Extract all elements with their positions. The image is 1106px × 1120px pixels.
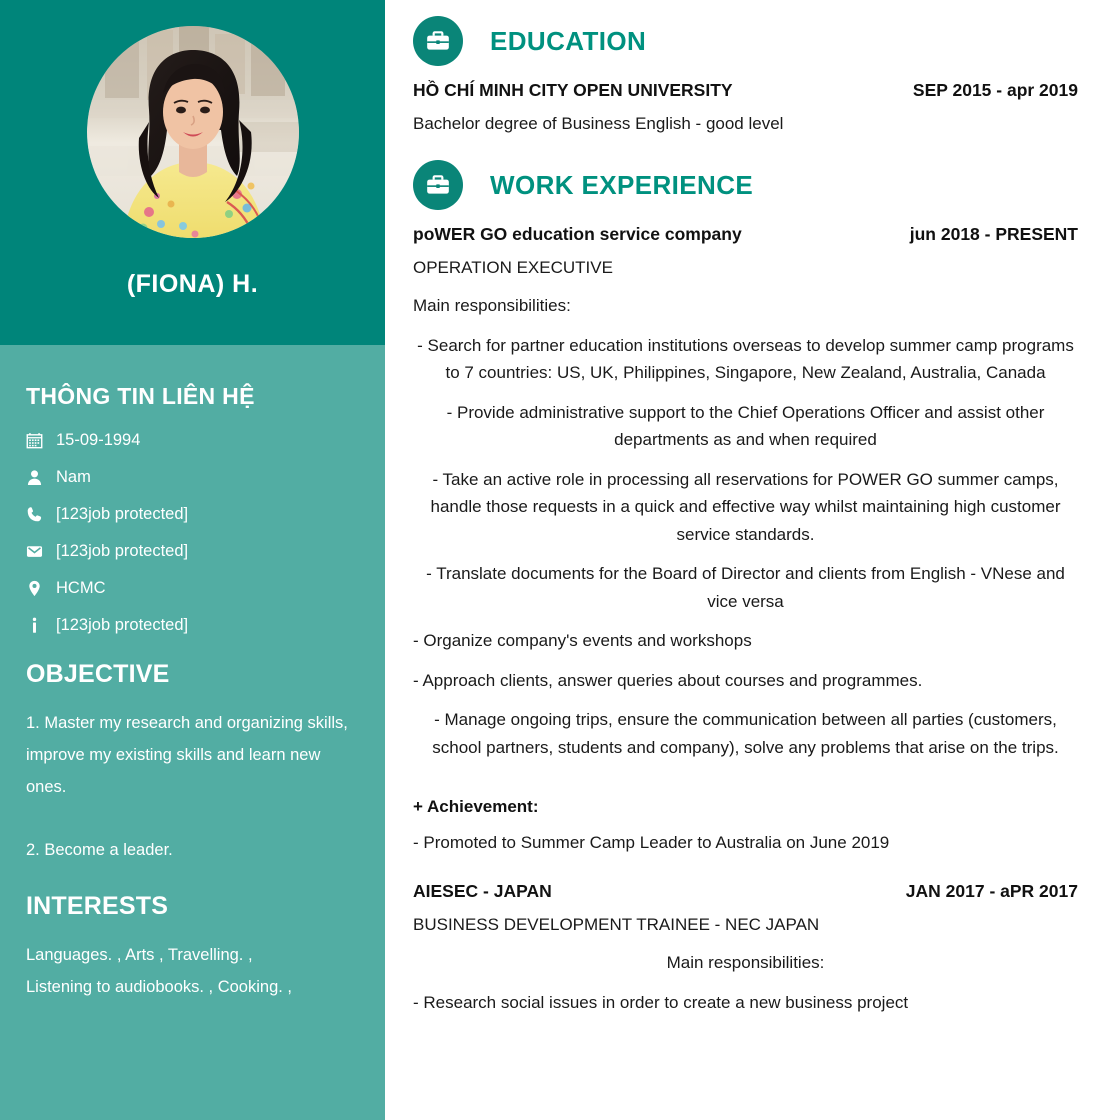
- contact-item-email: [26, 543, 359, 560]
- interests-line-2: Listening to audiobooks. , Cooking. ,: [26, 977, 293, 996]
- briefcase-icon: [413, 16, 463, 66]
- contact-item-phone: [26, 506, 359, 523]
- contact-item-location: [26, 580, 359, 597]
- job-bullet: - Research social issues in order to create a new business project: [413, 992, 909, 1012]
- achievement-text: - Promoted to Summer Camp Leader to Australia on June 2019: [413, 833, 890, 853]
- company-name: AIESEC - JAPAN: [413, 880, 552, 901]
- degree-text: Bachelor degree of Business English - good level: [413, 114, 784, 133]
- contact-heading: THÔNG TIN LIÊN HỆ: [26, 383, 255, 409]
- interests-line-1: Languages. , Arts , Travelling. ,: [26, 945, 253, 964]
- job-role: OPERATION EXECUTIVE: [413, 258, 613, 277]
- calendar-icon: [26, 432, 56, 449]
- section-title-work: WORK EXPERIENCE: [490, 169, 754, 200]
- contact-item-info: [26, 617, 359, 634]
- section-header-education: [413, 16, 1078, 66]
- person-name: (FIONA) H.: [126, 270, 259, 298]
- school-name: HỒ CHÍ MINH CITY OPEN UNIVERSITY: [413, 80, 733, 100]
- contact-list: [26, 432, 359, 634]
- portrait-photo: [87, 26, 299, 238]
- objective-text-2: 2. Become a leader.: [26, 840, 173, 859]
- location-pin-icon: [26, 580, 56, 597]
- contact-value: Nam: [56, 468, 91, 487]
- contact-item-gender: [26, 469, 359, 486]
- interests-heading: INTERESTS: [26, 891, 169, 920]
- job-bullet: - Take an active role in processing all reservations for POWER GO summer camps, handle those requests in a quick and effective way whilst maintaining high customer service standards.: [430, 469, 1061, 544]
- section-title-education: EDUCATION: [490, 25, 647, 56]
- job-bullet: - Search for partner education institutions overseas to develop summer camp programs to 7 countries: US, UK, Philippines, Singapore, New Zealand, Australia, Canada: [417, 335, 1074, 383]
- job-bullet: - Organize company's events and workshops: [413, 631, 752, 651]
- job-bullet: - Approach clients, answer queries about courses and programmes.: [413, 670, 923, 690]
- responsibilities-label: Main responsibilities:: [666, 952, 825, 972]
- job-bullet: - Provide administrative support to the Chief Operations Officer and assist other departments as and when required: [446, 402, 1045, 450]
- contact-value: [123job protected]: [56, 542, 189, 561]
- achievement-label: + Achievement:: [413, 797, 539, 817]
- contact-value: HCMC: [56, 579, 106, 598]
- responsibilities-label: Main responsibilities:: [413, 296, 571, 315]
- sidebar: [0, 0, 385, 1120]
- education-entry-row: [413, 80, 1078, 101]
- phone-icon: [26, 506, 56, 523]
- contact-value: [123job protected]: [56, 616, 189, 635]
- job-bullet: - Translate documents for the Board of Director and clients from English - VNese and vice versa: [426, 564, 1065, 611]
- info-icon: [26, 617, 56, 634]
- contact-value: [123job protected]: [56, 505, 189, 524]
- objective-text-1: 1. Master my research and organizing skills, improve my existing skills and learn new ones.: [26, 714, 348, 797]
- contact-value: 15-09-1994: [56, 431, 141, 450]
- sidebar-body: [0, 383, 385, 1003]
- school-date: SEP 2015 - apr 2019: [912, 80, 1078, 100]
- job-entry-row: [413, 881, 1078, 902]
- person-icon: [26, 469, 56, 486]
- avatar: [87, 26, 299, 238]
- job-bullet: - Manage ongoing trips, ensure the communication between all parties (customers, school partners, students and company), solve any problems that arise on the trips.: [432, 710, 1059, 757]
- main-content: [385, 0, 1106, 1120]
- section-header-work: [413, 160, 1078, 210]
- company-date: jun 2018 - PRESENT: [909, 224, 1078, 244]
- objective-heading: OBJECTIVE: [26, 660, 170, 688]
- achievement-spacer: [413, 761, 1078, 783]
- sidebar-header: [0, 0, 385, 345]
- job-role: BUSINESS DEVELOPMENT TRAINEE - NEC JAPAN: [413, 914, 820, 934]
- objective-spacer: [26, 804, 359, 834]
- briefcase-icon: [413, 160, 463, 210]
- job-entry-row: [413, 224, 1078, 245]
- company-date: JAN 2017 - aPR 2017: [905, 880, 1078, 901]
- envelope-icon: [26, 543, 56, 560]
- contact-item-birthdate: [26, 432, 359, 449]
- company-name: poWER GO education service company: [413, 224, 742, 244]
